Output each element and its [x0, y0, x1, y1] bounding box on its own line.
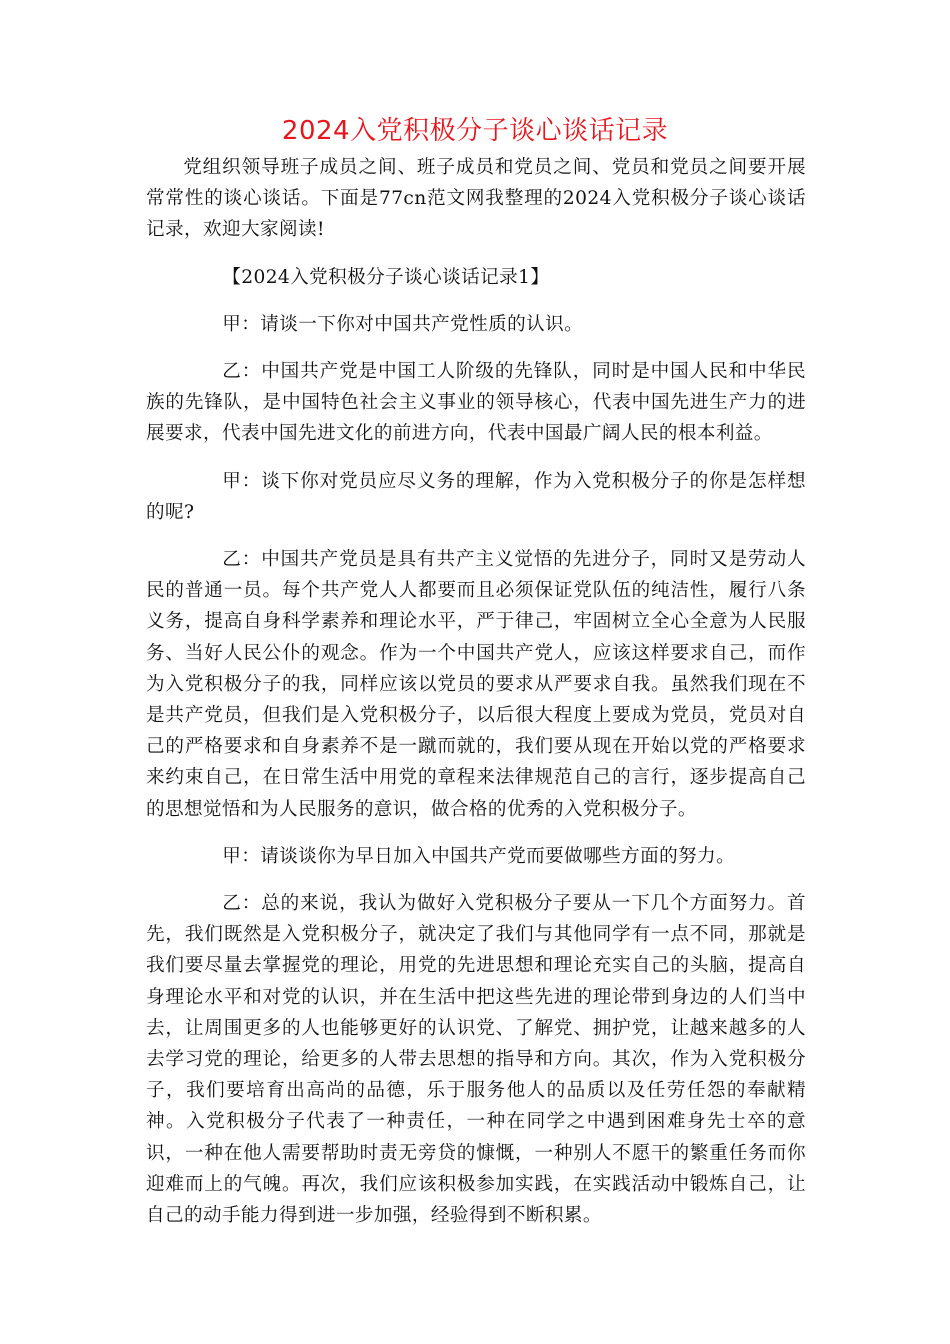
dialogue-paragraph: 乙：中国共产党是中国工人阶级的先锋队，同时是中国人民和中华民族的先锋队，是中国特色社会主义事业的领导核心，代表中国先进生产力的进展要求，代表中国先进文化的前进方向，代表中国最广阔人民的根本利益。 [146, 361, 806, 445]
dialogue-paragraph: 乙：总的来说，我认为做好入党积极分子要从一下几个方面努力。首先，我们既然是入党积极分子，就决定了我们与其他同学有一点不同，那就是我们要尽量去掌握党的理论，用党的先进思想和理论充实自己的头脑，提高自身理论水平和对党的认识，并在生活中把这些先进的理论带到身边的人们当中去，让周围更多的人也能够更好的认识党、了解党、拥护党，让越来越多的人去学习党的理论，给更多的人带去思想的指导和方向。其次，作为入党积极分子，我们要培育出高尚的品德，乐于服务他人的品质以及任劳任怨的奉献精神。入党积极分子代表了一种责任，一种在同学之中遇到困难身先士卒的意识，一种在他人需要帮助时责无旁贷的慷慨，一种别人不愿干的繁重任务而你迎难而上的气魄。再次，我们应该积极参加实践，在实践活动中锻炼自己，让自己的动手能力得到进一步加强，经验得到不断积累。 [146, 893, 806, 1227]
dialogue-paragraph: 甲：请谈一下你对中国共产党性质的认识。 [222, 313, 584, 335]
intro-paragraph: 党组织领导班子成员之间、班子成员和党员之间、党员和党员之间要开展常常性的谈心谈话。下面是77cn范文网我整理的2024入党积极分子谈心谈话记录，欢迎大家阅读! [146, 157, 806, 241]
section-heading: 【2024入党积极分子谈心谈话记录1】 [222, 266, 550, 288]
document-body [146, 152, 806, 1247]
dialogue-paragraph: 甲：谈下你对党员应尽义务的理解，作为入党积极分子的你是怎样想的呢? [146, 470, 806, 523]
document-title: 2024入党积极分子谈心谈话记录 [281, 116, 669, 146]
dialogue-paragraph: 乙：中国共产党员是具有共产主义觉悟的先进分子，同时又是劳动人民的普通一员。每个共产党人人都要而且必须保证党队伍的纯洁性，履行八条义务，提高自身科学素养和理论水平，严于律己，牢固树立全心全意为人民服务、当好人民公仆的观念。作为一个中国共产党人，应该这样要求自己，而作为入党积极分子的我，同样应该以党员的要求从严要求自我。虽然我们现在不是共产党员，但我们是入党积极分子，以后很大程度上要成为党员，党员对自己的严格要求和自身素养不是一蹴而就的，我们要从现在开始以党的严格要求来约束自己，在日常生活中用党的章程来法律规范自己的言行，逐步提高自己的思想觉悟和为人民服务的意识，做合格的优秀的入党积极分子。 [146, 549, 806, 820]
dialogue-paragraph: 甲：请谈谈你为早日加入中国共产党而要做哪些方面的努力。 [222, 845, 736, 867]
